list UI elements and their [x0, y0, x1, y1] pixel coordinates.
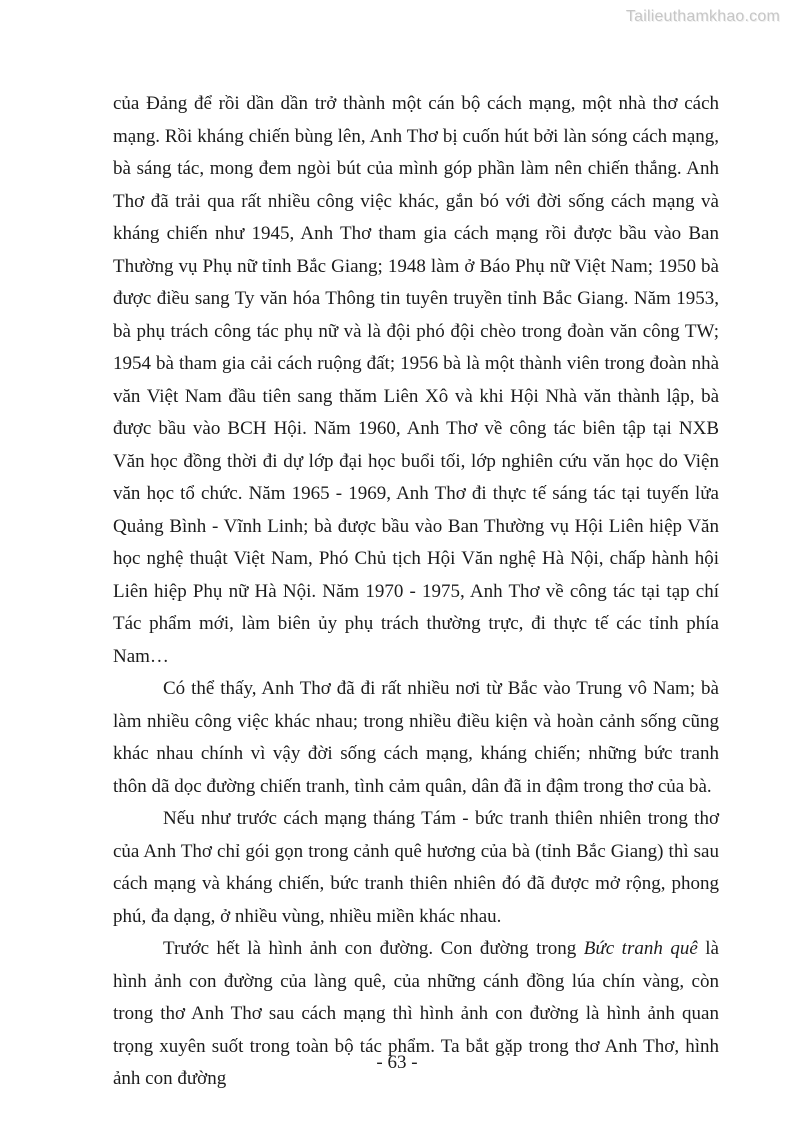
watermark: Tailieuthamkhao.com: [625, 8, 780, 25]
paragraph-text: Nếu như trước cách mạng tháng Tám - bức tranh thiên nhiên trong thơ của Anh Thơ chỉ gói gọn trong cảnh quê hương của bà (tỉnh Bắc Giang) thì sau cách mạng và kháng chiến, bức tranh thiên nhiên đó đã được mở rộng, phong phú, đa dạng, ở nhiều vùng, nhiều miền khác nhau.: [113, 808, 719, 927]
paragraph-text: là hình ảnh con đường của làng quê, của những cánh đồng lúa chín vàng, còn trong thơ Anh Thơ sau cách mạng thì hình ảnh con đường là hình ảnh quan trọng xuyên suốt trong toàn bộ tác phẩm. Ta bắt gặp trong thơ Anh Thơ, hình ảnh con đường: [113, 938, 719, 1089]
paragraph-text: Có thể thấy, Anh Thơ đã đi rất nhiều nơi từ Bắc vào Trung vô Nam; bà làm nhiều công việc khác nhau; trong nhiều điều kiện và hoàn cảnh sống cũng khác nhau chính vì vậy đời sống cách mạng, kháng chiến; những bức tranh thôn dã dọc đường chiến tranh, tình cảm quân, dân đã in đậm trong thơ của bà.: [113, 678, 719, 797]
body-paragraph: [113, 88, 719, 673]
body-paragraph: [113, 673, 719, 803]
document-body: [113, 88, 719, 1096]
work-title-italic: Bức tranh quê: [583, 938, 698, 959]
page-number: - 63 -: [376, 1052, 418, 1073]
page-footer: [0, 1052, 794, 1074]
body-paragraph: [113, 803, 719, 933]
paragraph-text: của Đảng để rồi dần dần trở thành một cán bộ cách mạng, một nhà thơ cách mạng. Rồi kháng chiến bùng lên, Anh Thơ bị cuốn hút bởi làn sóng cách mạng, bà sáng tác, mong đem ngòi bút của mình góp phần làm nên chiến thắng. Anh Thơ đã trải qua rất nhiều công việc khác, gắn bó với đời sống cách mạng và kháng chiến như 1945, Anh Thơ tham gia cách mạng rồi được bầu vào Ban Thường vụ Phụ nữ tỉnh Bắc Giang; 1948 làm ở Báo Phụ nữ Việt Nam; 1950 bà được điều sang Ty văn hóa Thông tin tuyên truyền tỉnh Bắc Giang. Năm 1953, bà phụ trách công tác phụ nữ và là đội phó đội chèo trong đoàn văn công TW; 1954 bà tham gia cải cách ruộng đất; 1956 bà là một thành viên trong đoàn nhà văn Việt Nam đầu tiên sang thăm Liên Xô và khi Hội Nhà văn thành lập, bà được bầu vào BCH Hội. Năm 1960, Anh Thơ về công tác biên tập tại NXB Văn học đồng thời đi dự lớp đại học buổi tối, lớp nghiên cứu văn học do Viện văn học tổ chức. Năm 1965 - 1969, Anh Thơ đi thực tế sáng tác tại tuyến lửa Quảng Bình - Vĩnh Linh; bà được bầu vào Ban Thường vụ Hội Liên hiệp Văn học nghệ thuật Việt Nam, Phó Chủ tịch Hội Văn nghệ Hà Nội, chấp hành hội Liên hiệp Phụ nữ Hà Nội. Năm 1970 - 1975, Anh Thơ về công tác tại tạp chí Tác phẩm mới, làm biên ủy phụ trách thường trực, đi thực tế các tỉnh phía Nam…: [113, 93, 719, 667]
paragraph-text: Trước hết là hình ảnh con đường. Con đường trong: [163, 938, 584, 959]
